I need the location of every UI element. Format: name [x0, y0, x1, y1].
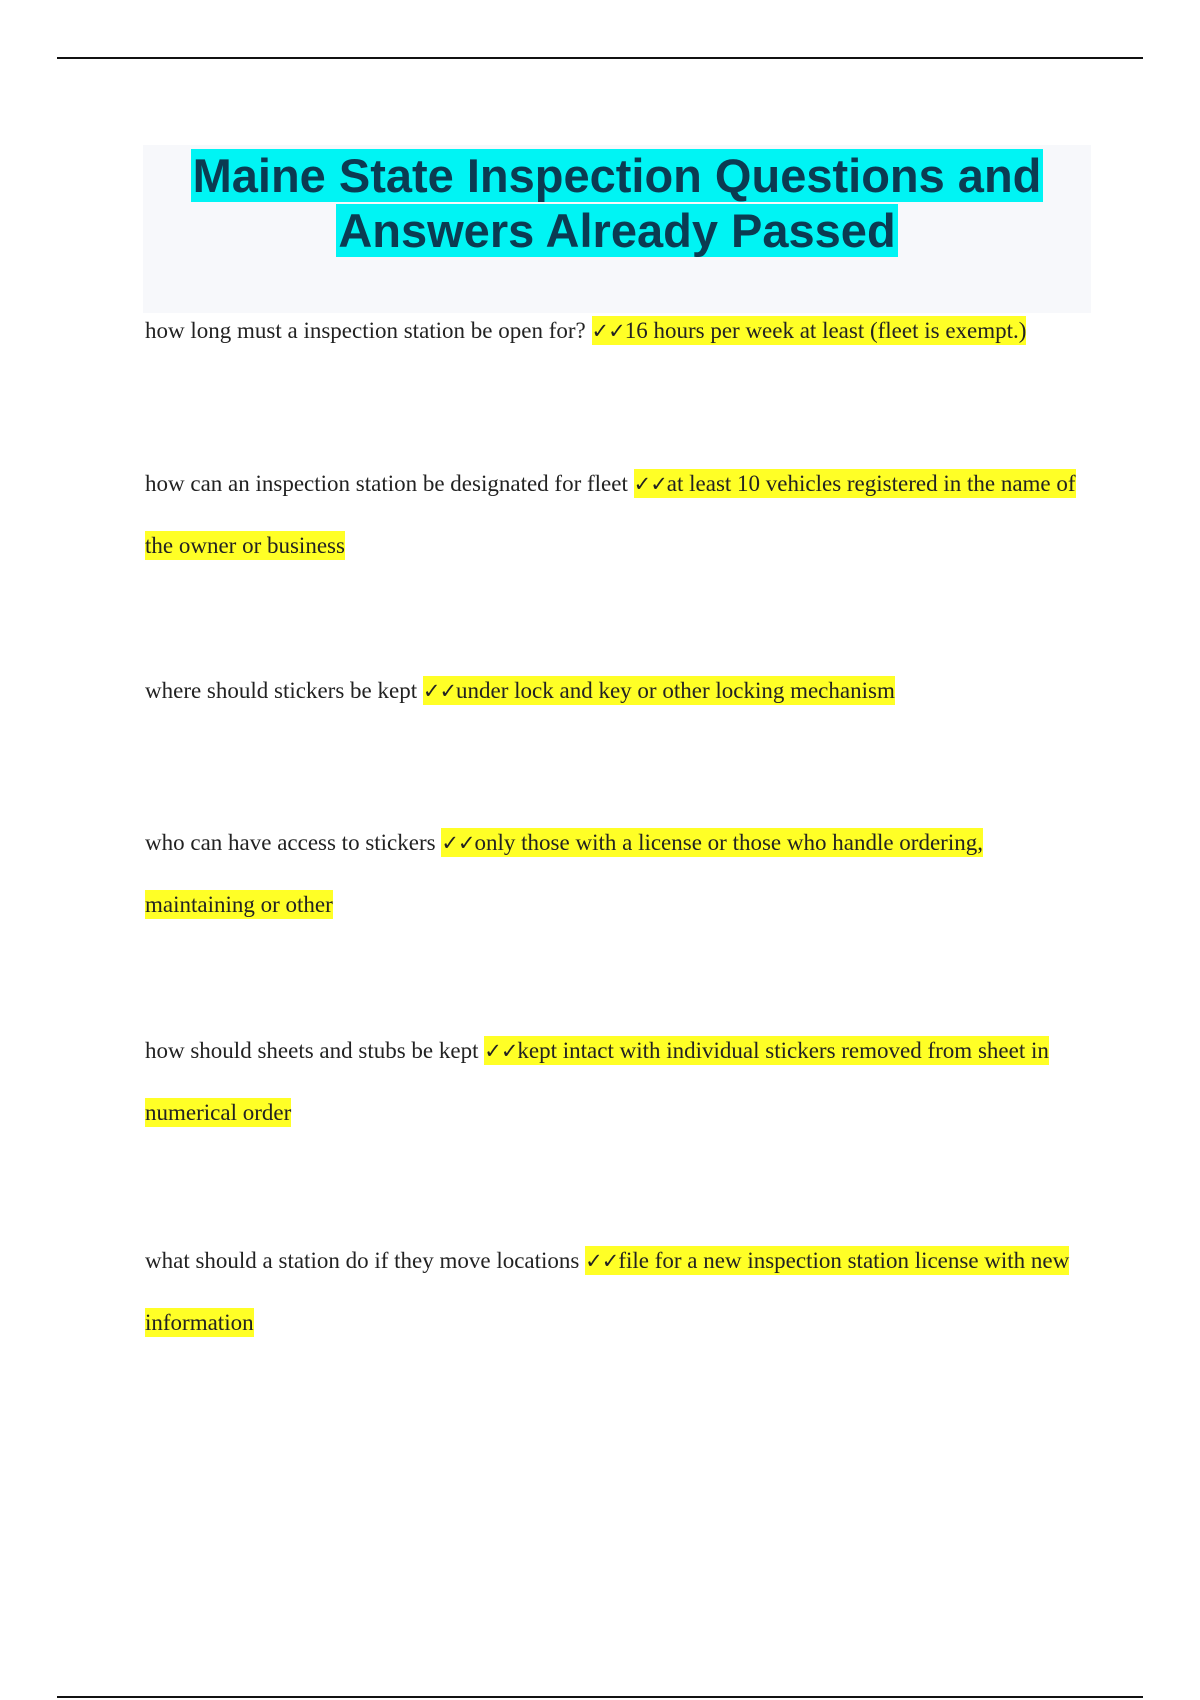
question-text: what should a station do if they move locations: [145, 1248, 580, 1273]
qa-item-3: [145, 660, 1090, 722]
checkmark-icon: ✓✓: [591, 319, 625, 343]
qa-item-5: [145, 1020, 1090, 1143]
checkmark-icon: ✓✓: [633, 472, 667, 496]
title-block: [143, 145, 1091, 313]
checkmark-icon: ✓✓: [484, 1039, 518, 1063]
qa-item-2: [145, 453, 1090, 576]
checkmark-icon: ✓✓: [585, 1249, 619, 1273]
question-text: how should sheets and stubs be kept: [145, 1038, 479, 1063]
answer-text: ✓✓file for a new inspection station license with new information: [145, 1248, 1070, 1335]
top-rule: [57, 57, 1143, 59]
qa-item-1: [145, 300, 1090, 362]
question-text: who can have access to stickers: [145, 830, 436, 855]
question-text: how long must a inspection station be open for?: [145, 318, 586, 343]
answer-text: ✓✓kept intact with individual stickers removed from sheet in numerical order: [145, 1038, 1049, 1125]
page-title-line-2: Answers Already Passed: [338, 204, 896, 257]
answer-text: ✓✓16 hours per week at least (fleet is exempt.): [591, 318, 1027, 343]
qa-item-6: [145, 1230, 1090, 1353]
answer-text: ✓✓under lock and key or other locking mechanism: [422, 678, 895, 703]
bottom-rule: [57, 1696, 1143, 1698]
checkmark-icon: ✓✓: [422, 679, 457, 703]
page-title-line-1: Maine State Inspection Questions and: [192, 149, 1042, 202]
answer-text: ✓✓only those with a license or those who handle ordering, maintaining or other: [145, 830, 983, 917]
checkmark-icon: ✓✓: [441, 831, 475, 855]
question-text: how can an inspection station be designated for fleet: [145, 471, 628, 496]
answer-text: ✓✓at least 10 vehicles registered in the name of the owner or business: [145, 471, 1076, 558]
qa-item-4: [145, 812, 1090, 935]
question-text: where should stickers be kept: [145, 678, 418, 703]
